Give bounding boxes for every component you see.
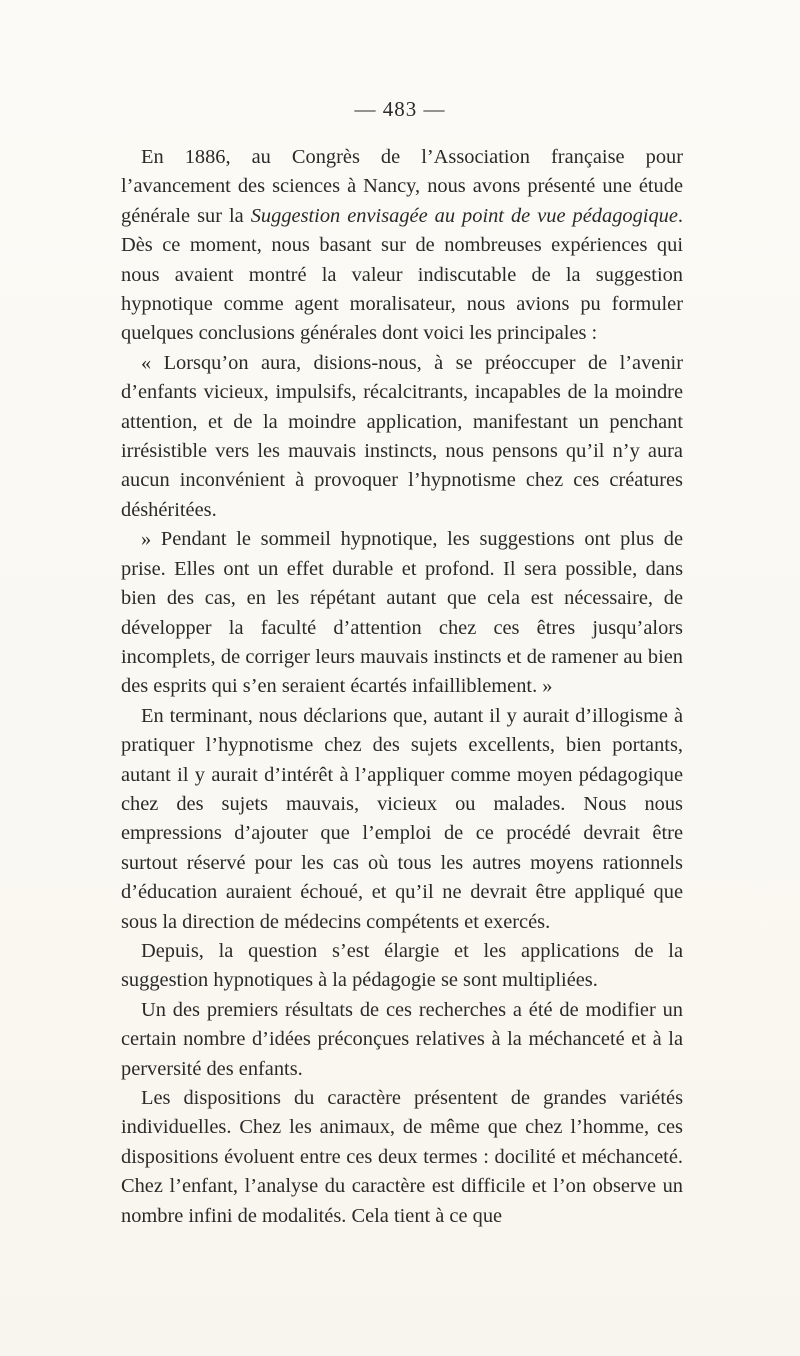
paragraph-1-italic-title: Suggestion envisagée au point de vue pédagogique xyxy=(250,204,678,227)
paragraph-2: « Lorsqu’on aura, disions-nous, à se préoccuper de l’avenir d’enfants vicieux, impulsifs, récalcitrants, incapables de la moindre attention, et de la moindre application, manifestant un penchant irrésistible vers les mauvais instincts, nous pensons qu’il n’y aura aucun inconvénient à provoquer l’hypnotisme chez ces créatures déshéritées. xyxy=(121,351,683,521)
paragraph-3: » Pendant le sommeil hypnotique, les suggestions ont plus de prise. Elles ont un effet durable et profond. Il sera possible, dans bien des cas, en les répétant autant que cela est nécessaire, de développer la faculté d’attention chez ces êtres jusqu’alors incomplets, de corriger leurs mauvais instincts et de ramener au bien des esprits qui s’en seraient écartés infailliblement. » xyxy=(121,528,683,698)
paragraph-6: Un des premiers résultats de ces recherches a été de modifier un certain nombre d’idées préconçues relatives à la méchanceté et à la perversité des enfants. xyxy=(121,998,683,1080)
paragraph-5: Depuis, la question s’est élargie et les applications de la suggestion hypnotiques à la pédagogie se sont multipliées. xyxy=(121,939,683,992)
paragraph-1-text-a: En 1886, au Congrès de l’Association française pour l’avancement des sciences à Nancy, nous avons présenté une étude générale sur la xyxy=(121,146,683,227)
body-text xyxy=(121,143,683,1231)
paragraph-4: En terminant, nous déclarions que, autant il y aurait d’illogisme à pratiquer l’hypnotisme chez des sujets excellents, bien portants, autant il y aurait d’intérêt à l’appliquer comme moyen pédagogique chez des sujets mauvais, vicieux ou malades. Nous nous empressions d’ajouter que l’emploi de ce procédé devrait être surtout réservé pour les cas où tous les autres moyens rationnels d’éducation auraient échoué, et qu’il ne devrait être appliqué que sous la direction de médecins compétents et exercés. xyxy=(121,704,683,933)
paragraph-7: Les dispositions du caractère présentent de grandes variétés individuelles. Chez les animaux, de même que chez l’homme, ces dispositions évoluent entre ces deux termes : docilité et méchanceté. Chez l’enfant, l’analyse du caractère est difficile et l’on observe un nombre infini de modalités. Cela tient à ce que xyxy=(121,1087,683,1227)
paragraph-1 xyxy=(121,143,683,349)
page-number: — 483 — xyxy=(354,97,446,121)
paragraph-1-text-c: . Dès ce moment, nous basant sur de nombreuses expériences qui nous avaient montré la valeur indiscutable de la suggestion hypnotique comme agent moralisateur, nous avions pu formuler quelques conclusions générales dont voici les principales : xyxy=(121,204,683,345)
